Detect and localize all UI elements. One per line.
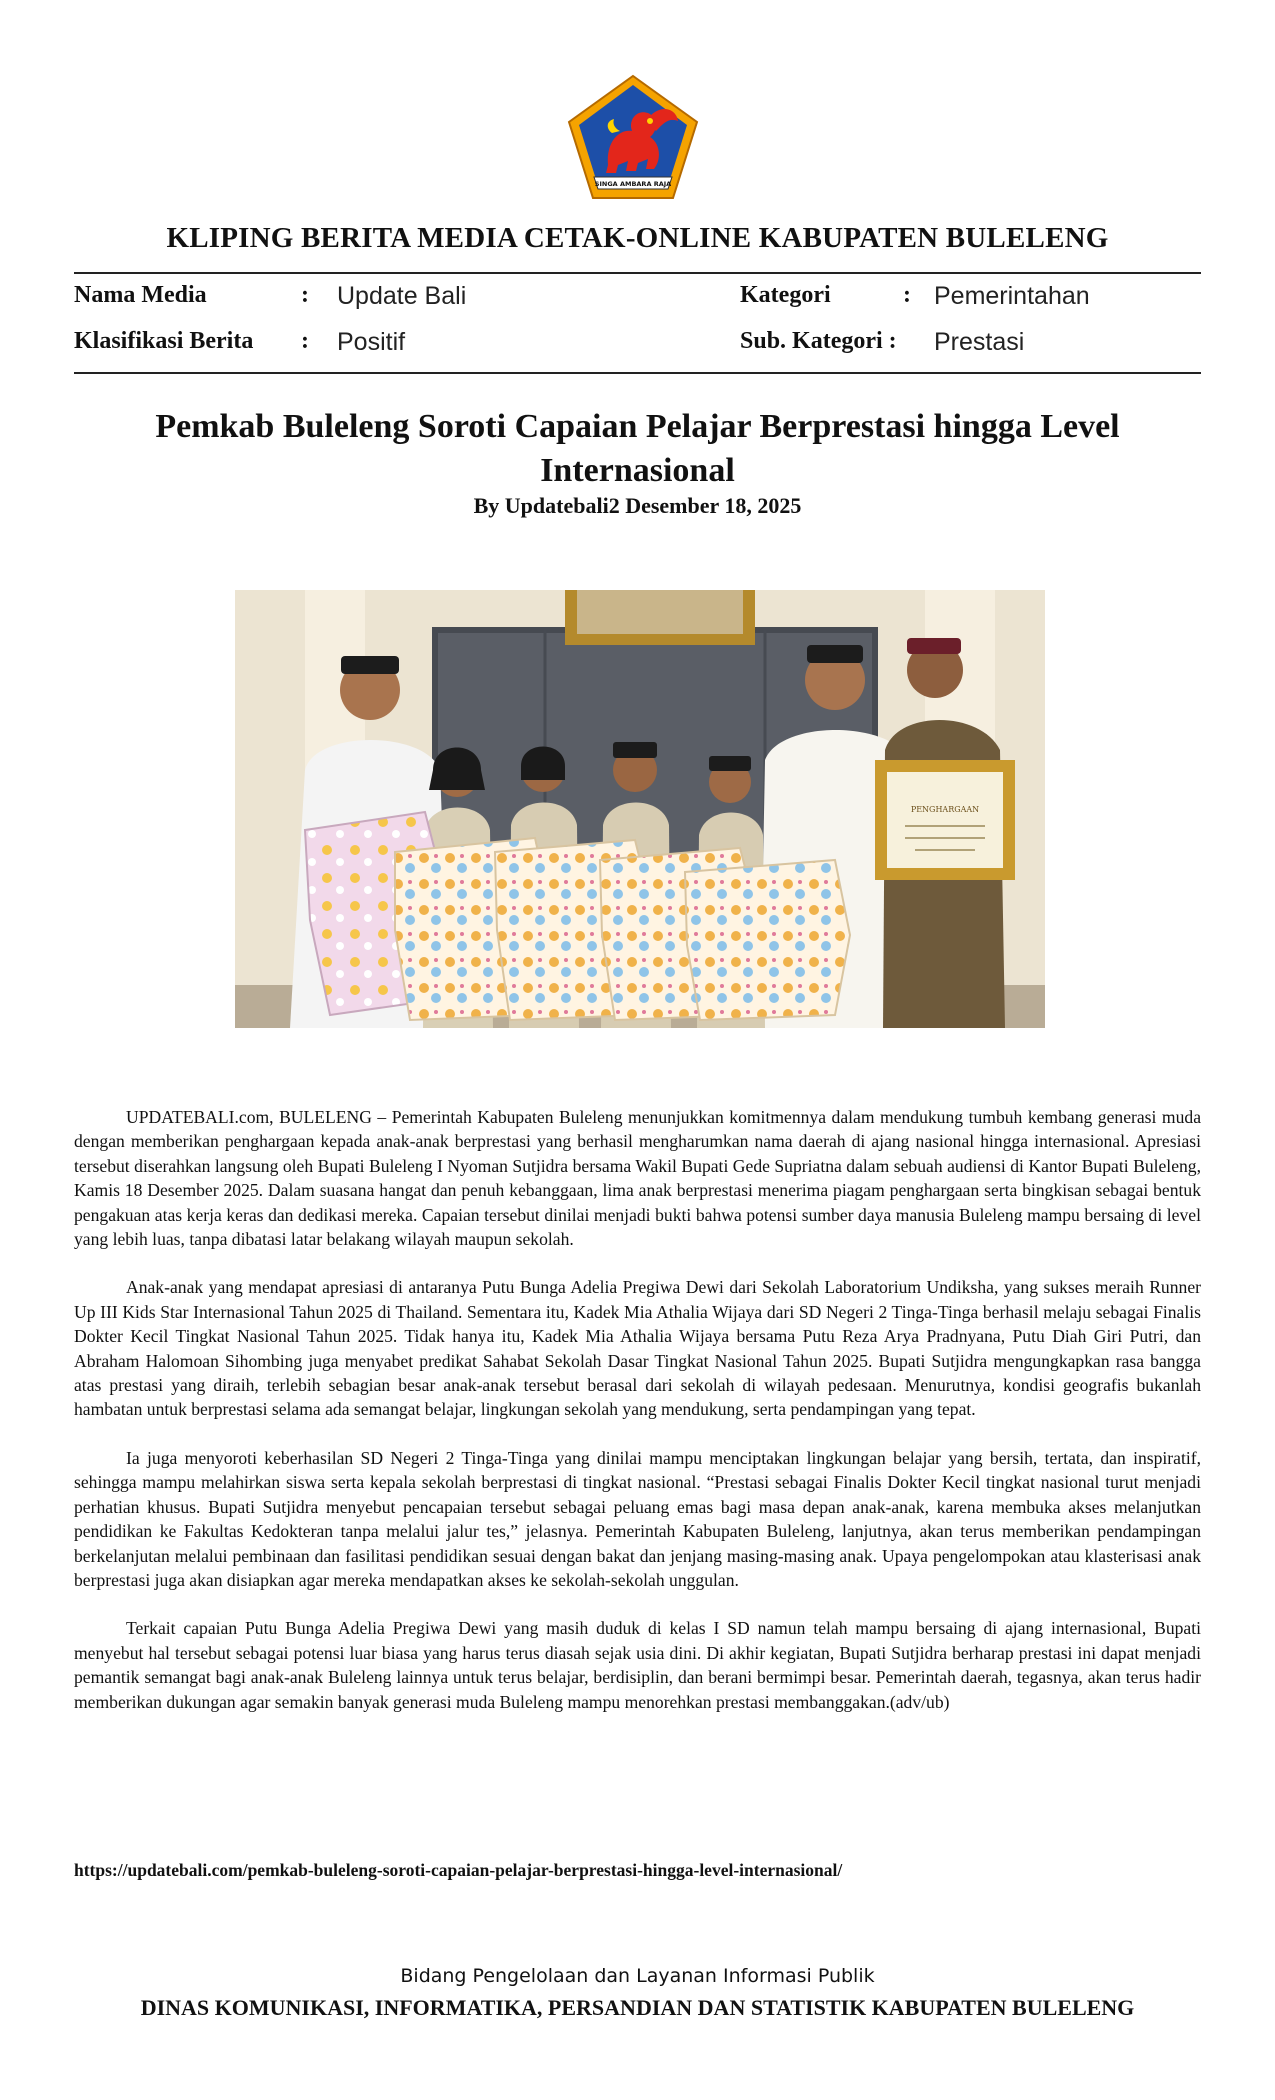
classification-separator: : bbox=[301, 328, 309, 354]
subcategory-label: Sub. Kategori : bbox=[740, 328, 897, 354]
category-label: Kategori bbox=[740, 282, 831, 308]
category-value: Pemerintahan bbox=[934, 282, 1090, 310]
group-photo-image bbox=[235, 590, 1045, 1028]
classification-label: Klasifikasi Berita bbox=[74, 328, 254, 354]
article-paragraph: UPDATEBALI.com, BULELENG – Pemerintah Kabupaten Buleleng menunjukkan komitmennya dalam mendukung tumbuh kembang generasi muda dengan memberikan penghargaan kepada anak-anak berprestasi yang berhasil mengharumkan nama daerah di ajang nasional hingga internasional. Apresiasi tersebut diserahkan langsung oleh Bupati Buleleng I Nyoman Sutjidra bersama Wakil Bupati Gede Supriatna dalam sebuah audiensi di Kantor Bupati Buleleng, Kamis 18 Desember 2025. Dalam suasana hangat dan penuh kebanggaan, lima anak berprestasi menerima piagam penghargaan serta bingkisan sebagai bentuk pengakuan atas kerja keras dan dedikasi mereka. Capaian tersebut dinilai menjadi bukti bahwa potensi sumber daya manusia Buleleng mampu bersaing di level yang lebih luas, tanpa dibatasi latar belakang wilayah maupun sekolah. bbox=[74, 1107, 1201, 1250]
footer-division: Bidang Pengelolaan dan Layanan Informasi Publik bbox=[400, 1965, 875, 1987]
media-label: Nama Media bbox=[74, 282, 207, 308]
top-divider bbox=[74, 272, 1201, 274]
meta-row-classification bbox=[74, 328, 1201, 364]
bottom-divider bbox=[74, 372, 1201, 374]
media-value: Update Bali bbox=[337, 282, 467, 310]
document-heading: KLIPING BERITA MEDIA CETAK-ONLINE KABUPATEN BULELENG bbox=[166, 222, 1109, 254]
subcategory-value: Prestasi bbox=[934, 328, 1025, 356]
logo-motto: SINGA AMBARA RAJA bbox=[594, 180, 672, 188]
article-paragraph: Terkait capaian Putu Bunga Adelia Pregiwa Dewi yang masih duduk di kelas I SD namun telah mampu bersaing di ajang internasional, Bupati menyebut hal tersebut sebagai potensi luar biasa yang harus terus diasah sejak usia dini. Di akhir kegiatan, Bupati Sutjidra berharap prestasi ini dapat menjadi pemantik semangat bagi anak-anak Buleleng lainnya untuk terus belajar, berdisiplin, dan berani bermimpi besar. Pemerintah daerah, tegasnya, akan terus hadir memberikan dukungan agar semakin banyak generasi muda Buleleng mampu menorehkan prestasi membanggakan.(adv/ub) bbox=[74, 1618, 1201, 1712]
article-paragraph: Anak-anak yang mendapat apresiasi di antaranya Putu Bunga Adelia Pregiwa Dewi dari Sekolah Laboratorium Undiksha, yang sukses meraih Runner Up III Kids Star Internasional Tahun 2025 di Thailand. Sementara itu, Kadek Mia Athalia Wijaya dari SD Negeri 2 Tinga-Tinga berhasil melaju sebagai Finalis Dokter Kecil Tingkat Nasional Tahun 2025. Tidak hanya itu, Kadek Mia Athalia Wijaya bersama Putu Reza Arya Pradnyana, Putu Diah Giri Putri, dan Abraham Halomoan Sihombing juga menyabet predikat Sahabat Sekolah Dasar Tingkat Nasional Tahun 2025. Bupati Sutjidra mengungkapkan rasa bangga atas prestasi yang diraih, terlebih sebagian besar anak-anak tersebut berasal dari sekolah di wilayah pedesaan. Menurutnya, kondisi geografis bukanlah hambatan untuk berprestasi selama ada semangat belajar, lingkungan sekolah yang mendukung, serta pendampingan yang tepat. bbox=[74, 1277, 1201, 1420]
meta-row-media bbox=[74, 282, 1201, 318]
bali-lion-emblem-icon bbox=[566, 73, 700, 201]
source-url-link[interactable]: https://updatebali.com/pemkab-buleleng-soroti-capaian-pelajar-berprestasi-hingga-level-internasional/ bbox=[74, 1860, 843, 1880]
certificate-caption: PENGHARGAAN bbox=[910, 805, 980, 814]
article-paragraph: Ia juga menyoroti keberhasilan SD Negeri 2 Tinga-Tinga yang dinilai mampu menciptakan lingkungan belajar yang bersih, tertata, dan inspiratif, sehingga mampu melahirkan siswa serta kepala sekolah berprestasi di tingkat nasional. “Prestasi sebagai Finalis Dokter Kecil tingkat nasional turut menjadi perhatian khusus. Bupati Sutjidra menyebut pencapaian tersebut sebagai peluang emas bagi masa depan anak-anak, karena membuka akses melanjutkan pendidikan ke Fakultas Kedokteran tanpa melalui jalur tes,” jelasnya. Pemerintah Kabupaten Buleleng, lanjutnya, akan terus memberikan pendampingan berkelanjutan melalui pembinaan dan fasilitasi pendidikan sesuai dengan bakat dan jenjang masing-masing anak. Upaya pengelompokan atau klasterisasi anak berprestasi juga akan disiapkan agar mereka mendapatkan akses ke sekolah-sekolah unggulan. bbox=[74, 1447, 1201, 1590]
article-byline: By Updatebali2 Desember 18, 2025 bbox=[473, 493, 802, 518]
footer-agency: DINAS KOMUNIKASI, INFORMATIKA, PERSANDIAN DAN STATISTIK KABUPATEN BULELENG bbox=[140, 1995, 1135, 2020]
category-separator: : bbox=[903, 282, 911, 308]
media-separator: : bbox=[301, 282, 309, 308]
article-title: Pemkab Buleleng Soroti Capaian Pelajar Berprestasi hingga Level Internasional bbox=[155, 408, 1120, 489]
article-body bbox=[74, 1105, 1201, 1738]
classification-value: Positif bbox=[337, 328, 406, 356]
